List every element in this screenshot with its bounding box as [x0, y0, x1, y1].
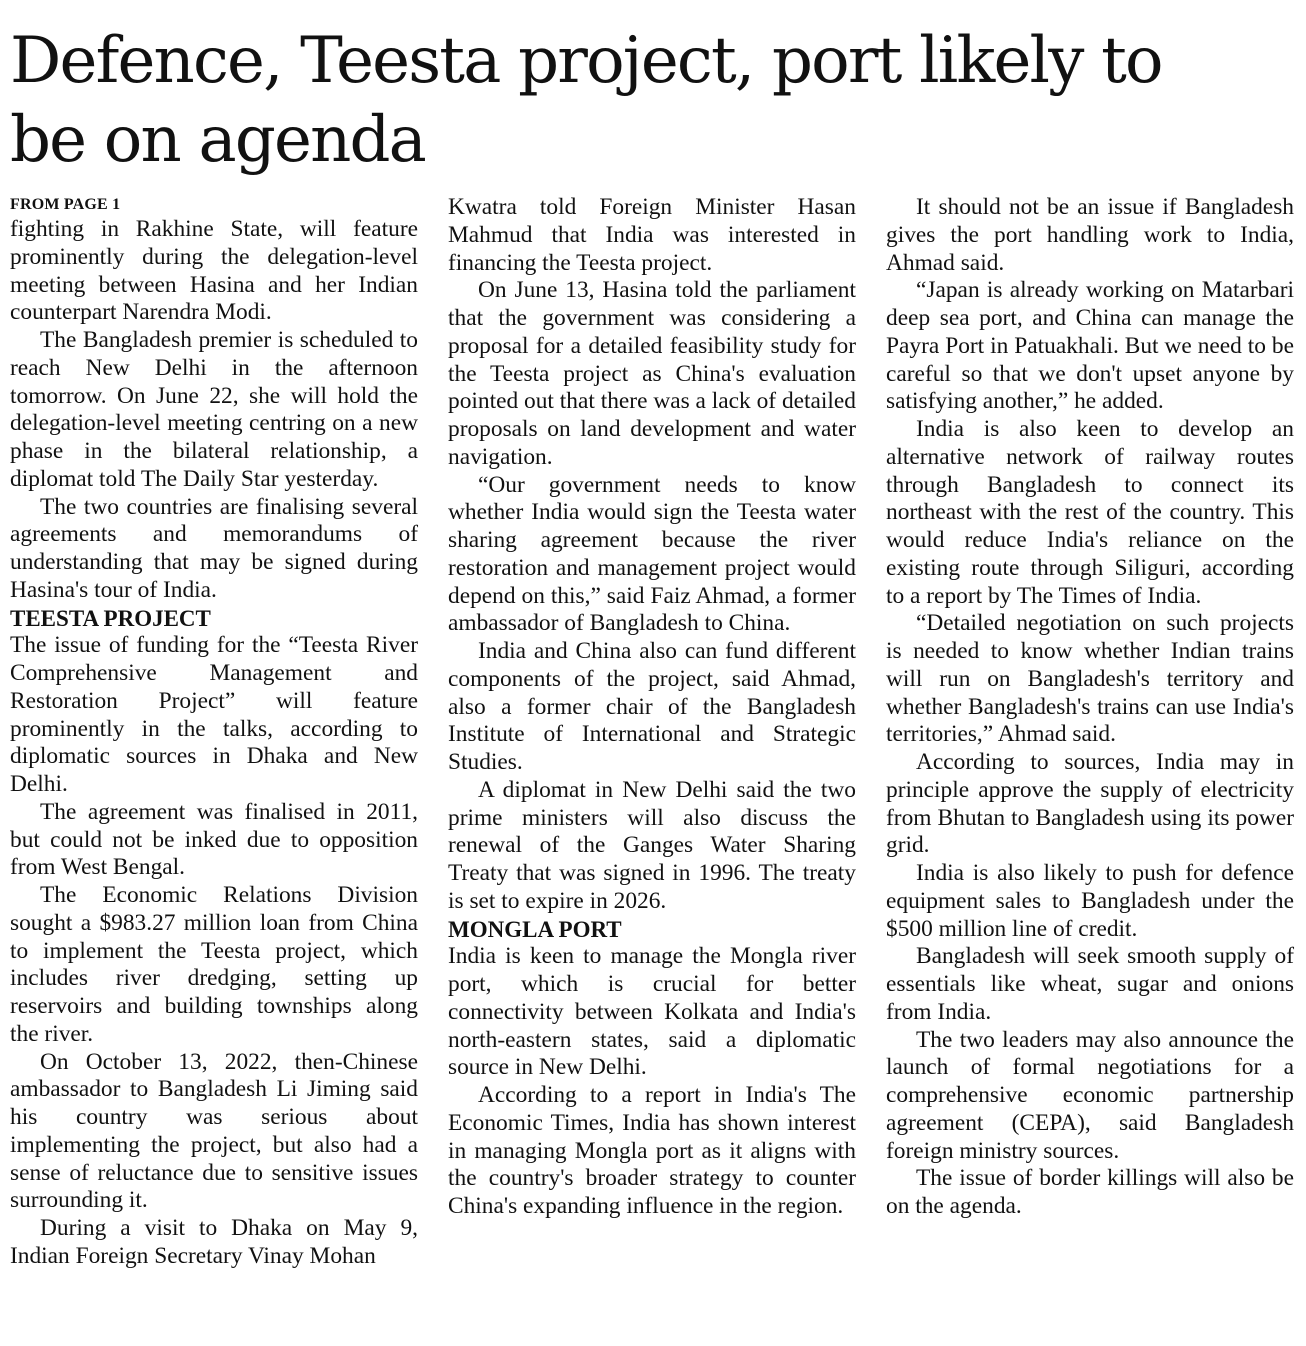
article-column-1	[10, 194, 418, 1271]
article-paragraph: Kwatra told Foreign Minister Hasan Mahmud that India was interested in financing the Teesta project.	[448, 194, 856, 276]
section-subhead: MONGLA PORT	[448, 916, 622, 942]
article-paragraph: According to sources, India may in principle approve the supply of electricity from Bhutan to Bangladesh using its power grid.	[886, 749, 1294, 859]
from-page-kicker: FROM PAGE 1	[10, 196, 121, 213]
article-paragraph: On June 13, Hasina told the parliament that the government was considering a proposal for a detailed feasibility study for the Teesta project as China's evaluation pointed out that there was a lack of detailed proposals on land development and water navigation.	[448, 277, 856, 470]
article-paragraph: fighting in Rakhine State, will feature prominently during the delegation-level meeting between Hasina and her Indian counterpart Narendra Modi.	[10, 216, 418, 326]
article-paragraph: According to a report in India's The Economic Times, India has shown interest in managing Mongla port as it aligns with the country's broader strategy to counter China's expanding influence in the region.	[448, 1082, 856, 1219]
article-paragraph: India is keen to manage the Mongla river port, which is crucial for better connectivity between Kolkata and India's north-eastern states, said a diplomatic source in New Delhi.	[448, 943, 856, 1081]
article-paragraph: The two leaders may also announce the launch of formal negotiations for a comprehensive economic partnership agreement (CEPA), said Bangladesh foreign ministry sources.	[886, 1026, 1294, 1164]
article-paragraph: India is also likely to push for defence equipment sales to Bangladesh under the $500 million line of credit.	[886, 860, 1294, 942]
article-paragraph: “Detailed negotiation on such projects is needed to know whether Indian trains will run on Bangladesh's territory and whether Bangladesh's trains can use India's territories,” Ahmad said.	[886, 610, 1294, 748]
article-paragraph: The Economic Relations Division sought a $983.27 million loan from China to implement the Teesta project, which includes river dredging, setting up reservoirs and building townships along the river.	[10, 882, 418, 1047]
article-paragraph: It should not be an issue if Bangladesh gives the port handling work to India, Ahmad said.	[886, 194, 1294, 276]
article-column-2	[448, 194, 856, 1221]
article-paragraph: The agreement was finalised in 2011, but could not be inked due to opposition from West Bengal.	[10, 798, 418, 881]
article-paragraph: On October 13, 2022, then-Chinese ambassador to Bangladesh Li Jiming said his country was serious about implementing the project, but also had a sense of reluctance due to sensitive issues surrounding it.	[10, 1048, 418, 1214]
article-column-3	[886, 194, 1294, 1221]
article-paragraph: Bangladesh will seek smooth supply of essentials like wheat, sugar and onions from India.	[886, 943, 1294, 1025]
headline: Defence, Teesta project, port likely to be on agenda	[10, 24, 1162, 177]
article-paragraph: A diplomat in New Delhi said the two prime ministers will also discuss the renewal of the Ganges Water Sharing Treaty that was signed in 1996. The treaty is set to expire in 2026.	[448, 776, 856, 914]
article-paragraph: The issue of border killings will also be on the agenda.	[886, 1165, 1294, 1219]
article-paragraph: The Bangladesh premier is scheduled to reach New Delhi in the afternoon tomorrow. On June 22, she will hold the delegation-level meeting centring on a new phase in the bilateral relationship, a diplomat told The Daily Star yesterday.	[10, 327, 418, 492]
article-paragraph: “Japan is already working on Matarbari deep sea port, and China can manage the Payra Port in Patuakhali. But we need to be careful so that we don't upset anyone by satisfying another,” he added.	[886, 277, 1294, 415]
article-paragraph: “Our government needs to know whether India would sign the Teesta water sharing agreement because the river restoration and management project would depend on this,” said Faiz Ahmad, a former ambassador of Bangladesh to China.	[448, 471, 856, 637]
section-subhead: TEESTA PROJECT	[10, 605, 211, 631]
article-paragraph: India is also keen to develop an alternative network of railway routes through Bangladesh to connect its northeast with the rest of the country. This would reduce India's reliance on the existing route through Siliguri, according to a report by The Times of India.	[886, 416, 1294, 609]
article-paragraph: India and China also can fund different components of the project, said Ahmad, also a former chair of the Bangladesh Institute of International and Strategic Studies.	[448, 638, 856, 775]
article-paragraph: The issue of funding for the “Teesta River Comprehensive Management and Restoration Project” will feature prominently in the talks, according to diplomatic sources in Dhaka and New Delhi.	[10, 632, 418, 797]
article-paragraph: During a visit to Dhaka on May 9, Indian Foreign Secretary Vinay Mohan	[10, 1215, 418, 1269]
article-paragraph: The two countries are finalising several agreements and memorandums of understanding that may be signed during Hasina's tour of India.	[10, 493, 418, 603]
